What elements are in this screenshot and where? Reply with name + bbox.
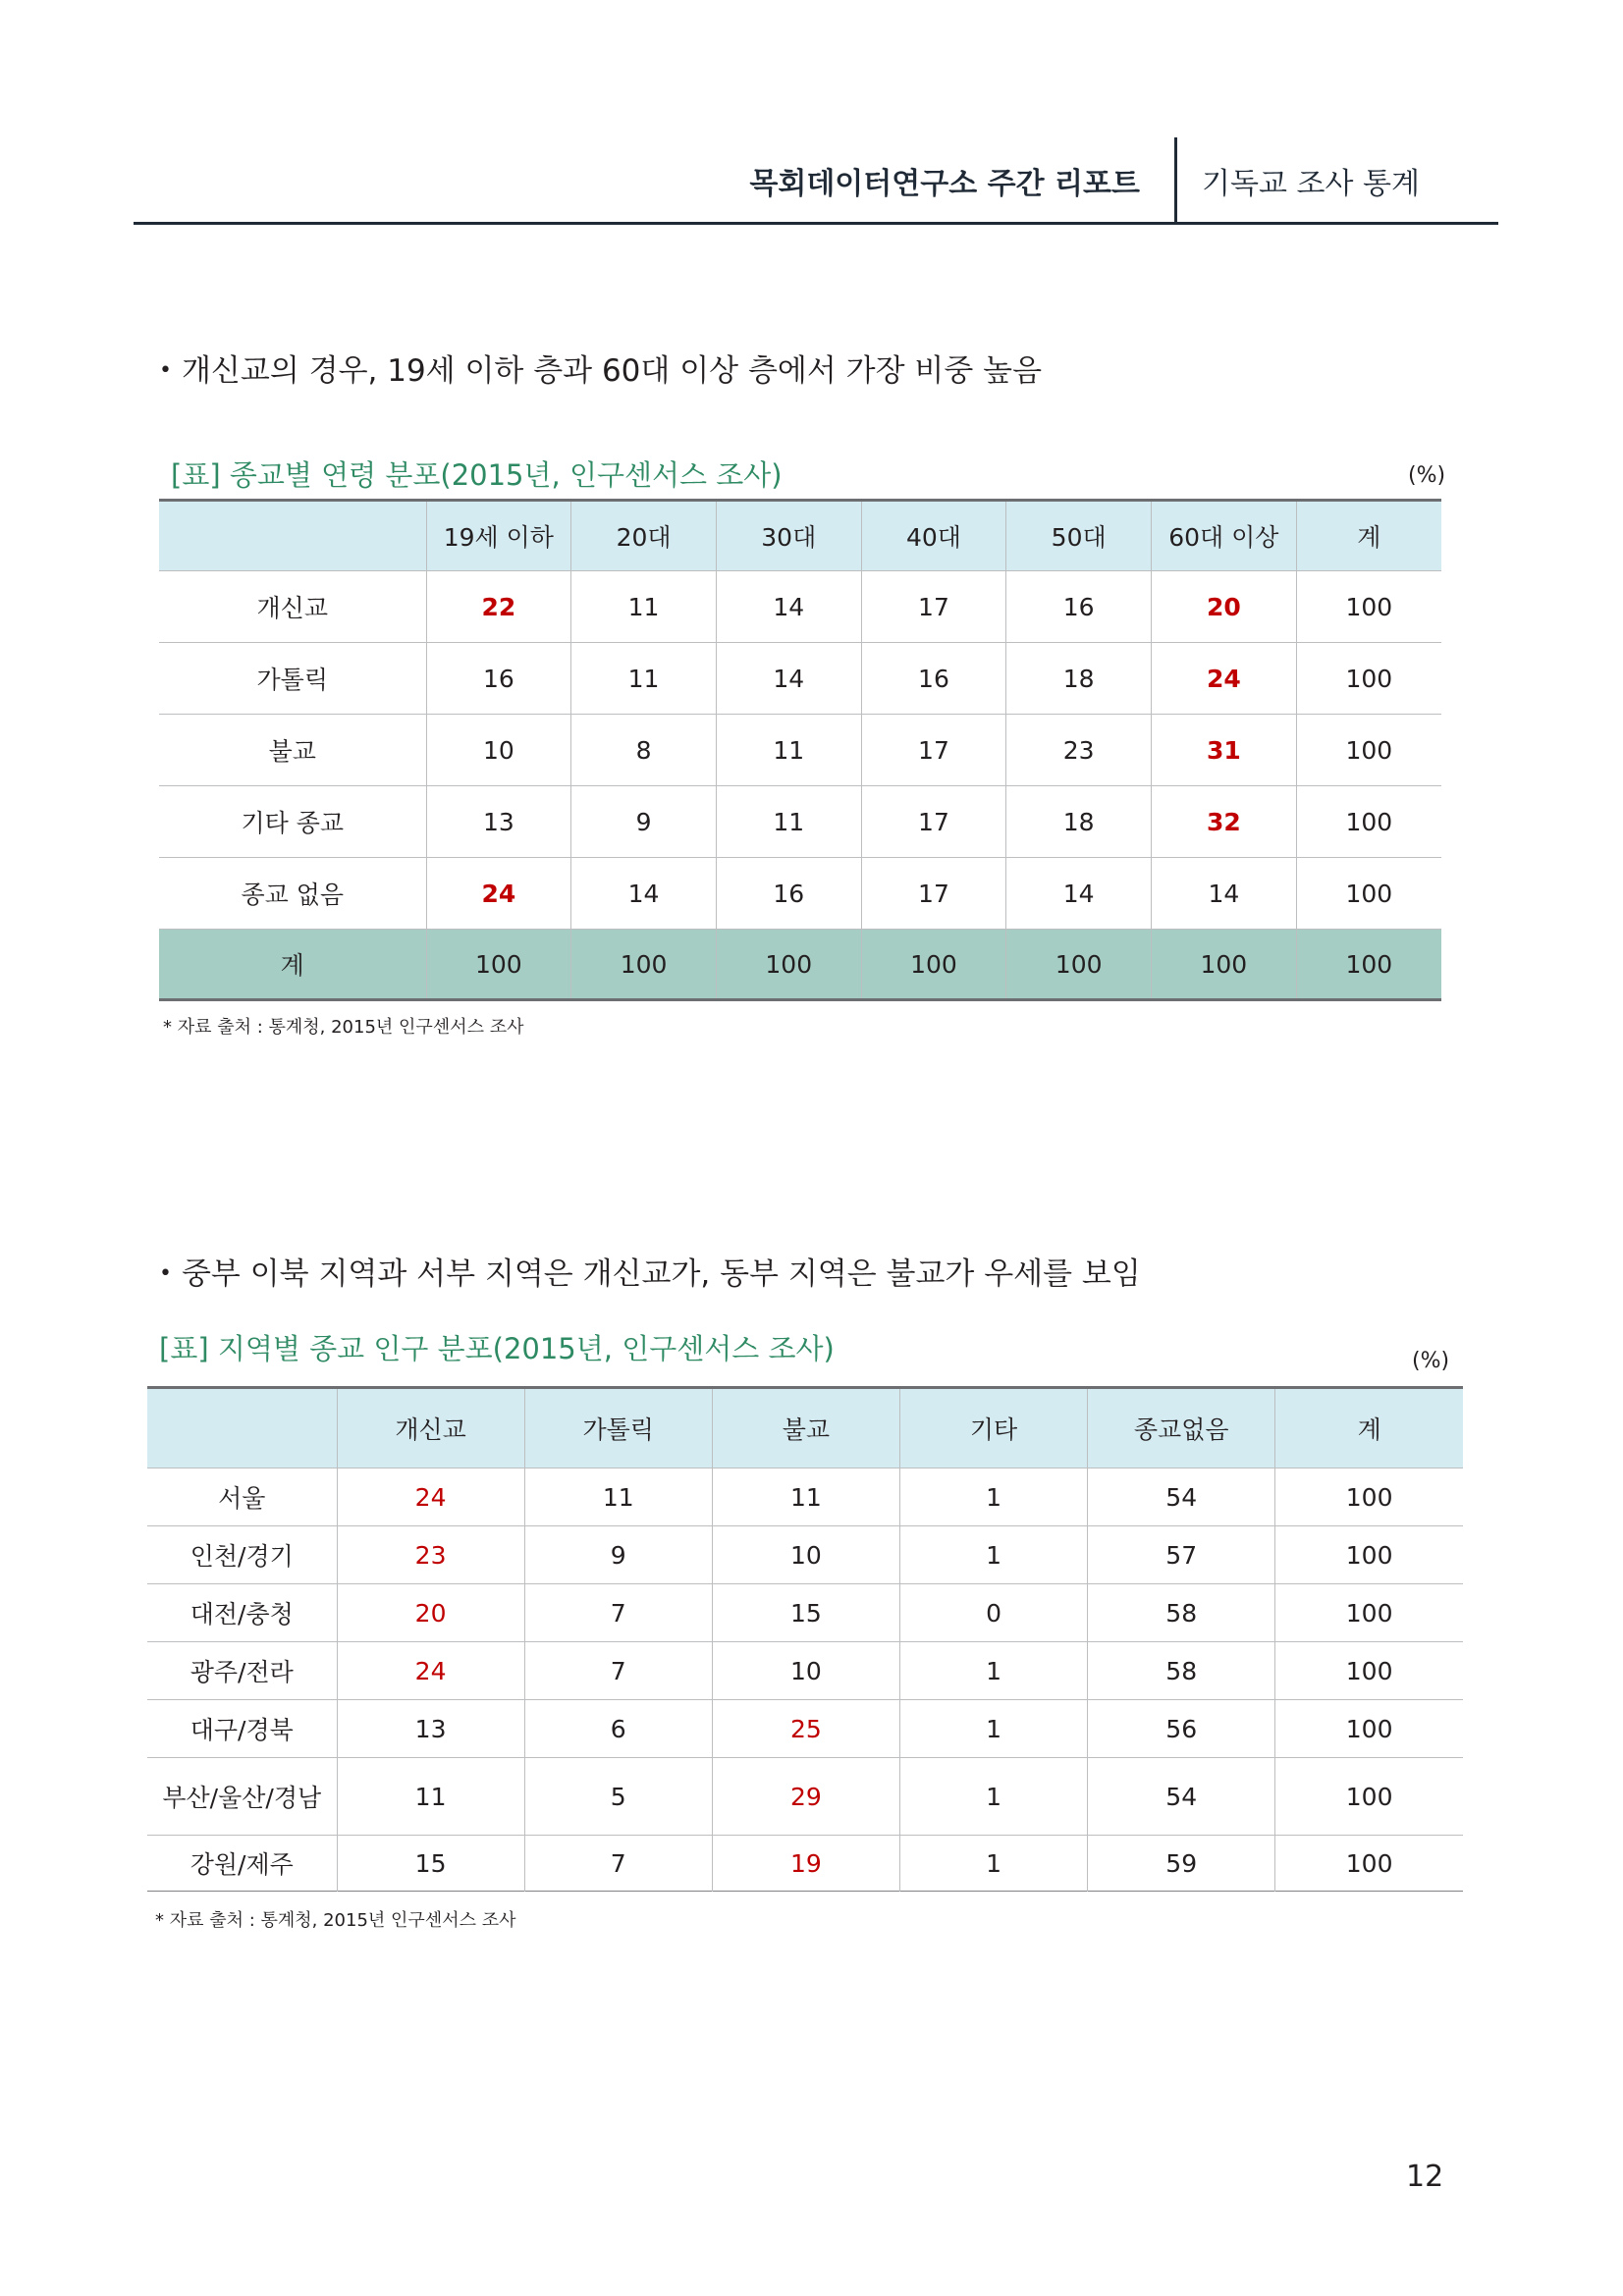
table-cell: 1 xyxy=(899,1836,1087,1892)
table-cell: 9 xyxy=(571,786,717,858)
table2-caption: [표] 지역별 종교 인구 분포(2015년, 인구센서스 조사) xyxy=(159,1332,835,1365)
table-cell: 14 xyxy=(1152,858,1297,930)
table-cell: 100 xyxy=(1296,571,1441,643)
table-cell: 11 xyxy=(337,1758,524,1836)
table-total-row xyxy=(159,930,1441,1000)
table-row xyxy=(147,1584,1463,1642)
table-header-cell: 20대 xyxy=(571,501,717,571)
section1-bullet xyxy=(159,346,1042,390)
table-cell: 10 xyxy=(426,715,571,786)
table-header-cell: 19세 이하 xyxy=(426,501,571,571)
table-cell: 31 xyxy=(1152,715,1297,786)
table-row xyxy=(159,715,1441,786)
report-title: 목회데이터연구소 주간 리포트 xyxy=(749,167,1140,201)
table-cell: 58 xyxy=(1088,1584,1275,1642)
table-header-cell: 40대 xyxy=(861,501,1006,571)
table-cell: 0 xyxy=(899,1584,1087,1642)
table-row xyxy=(159,571,1441,643)
table-header-cell: 가톨릭 xyxy=(524,1388,712,1468)
table-cell: 100 xyxy=(1296,858,1441,930)
table-header-row xyxy=(159,501,1441,571)
region-religion-table xyxy=(147,1386,1463,1892)
table-cell: 16 xyxy=(861,643,1006,715)
table-header-cell: 30대 xyxy=(716,501,861,571)
table-cell: 1 xyxy=(899,1526,1087,1584)
table-cell: 11 xyxy=(571,571,717,643)
table-cell: 100 xyxy=(716,930,861,1000)
table-cell: 13 xyxy=(337,1700,524,1758)
table-cell: 17 xyxy=(861,571,1006,643)
table-cell: 17 xyxy=(861,858,1006,930)
table-cell: 24 xyxy=(337,1468,524,1526)
table-row xyxy=(147,1642,1463,1700)
table-cell: 18 xyxy=(1006,786,1152,858)
table-row xyxy=(147,1836,1463,1892)
table-cell: 11 xyxy=(524,1468,712,1526)
row-label: 계 xyxy=(159,930,426,1000)
table-cell: 10 xyxy=(712,1642,899,1700)
religion-age-table xyxy=(159,499,1441,1001)
row-label: 대전/충청 xyxy=(147,1584,337,1642)
table-cell: 54 xyxy=(1088,1468,1275,1526)
table-cell: 10 xyxy=(712,1526,899,1584)
table-cell: 7 xyxy=(524,1836,712,1892)
table2-source: * 자료 출처 : 통계청, 2015년 인구센서스 조사 xyxy=(155,1910,516,1931)
row-label: 서울 xyxy=(147,1468,337,1526)
table-header-cell: 기타 xyxy=(899,1388,1087,1468)
table-cell: 1 xyxy=(899,1758,1087,1836)
table-cell: 100 xyxy=(1275,1526,1463,1584)
page-number: 12 xyxy=(1406,2160,1444,2194)
table-row xyxy=(159,858,1441,930)
table-cell: 11 xyxy=(571,643,717,715)
row-label: 대구/경북 xyxy=(147,1700,337,1758)
table-cell: 20 xyxy=(1152,571,1297,643)
table-cell: 100 xyxy=(426,930,571,1000)
table-cell: 100 xyxy=(1275,1700,1463,1758)
table-header-row xyxy=(147,1388,1463,1468)
table-row xyxy=(147,1758,1463,1836)
table-cell: 100 xyxy=(571,930,717,1000)
table-cell: 11 xyxy=(716,715,861,786)
table-cell: 14 xyxy=(1006,858,1152,930)
table-header-cell: 개신교 xyxy=(337,1388,524,1468)
table-header-cell: 50대 xyxy=(1006,501,1152,571)
table-cell: 11 xyxy=(712,1468,899,1526)
table-cell: 56 xyxy=(1088,1700,1275,1758)
table-cell: 13 xyxy=(426,786,571,858)
table-cell: 100 xyxy=(1275,1584,1463,1642)
table-cell: 15 xyxy=(712,1584,899,1642)
table-cell: 20 xyxy=(337,1584,524,1642)
table-cell: 23 xyxy=(337,1526,524,1584)
table-cell: 15 xyxy=(337,1836,524,1892)
table-row xyxy=(147,1700,1463,1758)
table-cell: 17 xyxy=(861,715,1006,786)
table-cell: 100 xyxy=(1275,1758,1463,1836)
table-header-cell: 불교 xyxy=(712,1388,899,1468)
section-title: 기독교 조사 통계 xyxy=(1202,167,1420,201)
table-row xyxy=(147,1468,1463,1526)
table-cell: 100 xyxy=(1296,786,1441,858)
header-divider xyxy=(1174,137,1177,222)
table2-unit: (%) xyxy=(1412,1349,1450,1373)
table-cell: 8 xyxy=(571,715,717,786)
table-cell: 24 xyxy=(1152,643,1297,715)
table-cell: 1 xyxy=(899,1700,1087,1758)
table-cell: 5 xyxy=(524,1758,712,1836)
row-label: 부산/울산/경남 xyxy=(147,1758,337,1836)
bullet-dot-icon: • xyxy=(159,358,172,383)
table-cell: 17 xyxy=(861,786,1006,858)
row-label: 광주/전라 xyxy=(147,1642,337,1700)
row-label: 가톨릭 xyxy=(159,643,426,715)
table-cell: 1 xyxy=(899,1468,1087,1526)
table-cell: 11 xyxy=(716,786,861,858)
table-cell: 22 xyxy=(426,571,571,643)
table-cell: 14 xyxy=(571,858,717,930)
bullet-dot-icon: • xyxy=(159,1261,172,1286)
table-cell: 6 xyxy=(524,1700,712,1758)
section1-bullet-text: 개신교의 경우, 19세 이하 층과 60대 이상 층에서 가장 비중 높음 xyxy=(181,353,1043,389)
table-cell: 100 xyxy=(1296,643,1441,715)
table-cell: 16 xyxy=(1006,571,1152,643)
row-label: 강원/제주 xyxy=(189,1850,294,1879)
table-cell: 18 xyxy=(1006,643,1152,715)
table-cell: 25 xyxy=(712,1700,899,1758)
table-cell: 58 xyxy=(1088,1642,1275,1700)
table-header-cell xyxy=(159,501,426,571)
table-cell: 1 xyxy=(899,1642,1087,1700)
table-cell: 23 xyxy=(1006,715,1152,786)
table-cell: 100 xyxy=(1275,1468,1463,1526)
table-cell: 7 xyxy=(524,1642,712,1700)
table-cell: 100 xyxy=(1296,930,1441,1000)
table-header-cell xyxy=(147,1388,337,1468)
table-header-cell: 60대 이상 xyxy=(1152,501,1297,571)
table-header-cell: 계 xyxy=(1296,501,1441,571)
table-cell: 57 xyxy=(1088,1526,1275,1584)
row-label: 인천/경기 xyxy=(147,1526,337,1584)
table1-unit: (%) xyxy=(1408,463,1446,488)
table-cell: 100 xyxy=(1275,1836,1463,1892)
table-cell: 54 xyxy=(1088,1758,1275,1836)
table-cell: 29 xyxy=(712,1758,899,1836)
table-cell: 16 xyxy=(716,858,861,930)
table-cell: 14 xyxy=(716,643,861,715)
row-label: 기타 종교 xyxy=(159,786,426,858)
row-label: 종교 없음 xyxy=(159,858,426,930)
table-cell: 100 xyxy=(1296,715,1441,786)
table-header-cell: 종교없음 xyxy=(1088,1388,1275,1468)
table-cell: 100 xyxy=(1006,930,1152,1000)
table-cell: 59 xyxy=(1088,1836,1275,1892)
section2-bullet-text: 중부 이북 지역과 서부 지역은 개신교가, 동부 지역은 불교가 우세를 보임 xyxy=(181,1256,1141,1292)
table1-caption: [표] 종교별 연령 분포(2015년, 인구센서스 조사) xyxy=(171,458,783,492)
section2-bullet xyxy=(159,1249,1141,1293)
table-cell: 100 xyxy=(1152,930,1297,1000)
table-cell: 100 xyxy=(861,930,1006,1000)
table1-source: * 자료 출처 : 통계청, 2015년 인구센서스 조사 xyxy=(163,1017,524,1038)
table-cell: 24 xyxy=(337,1642,524,1700)
table-cell: 24 xyxy=(426,858,571,930)
table-cell: 100 xyxy=(1275,1642,1463,1700)
table-cell: 32 xyxy=(1152,786,1297,858)
table-row xyxy=(159,643,1441,715)
table-cell: 9 xyxy=(524,1526,712,1584)
table-row xyxy=(159,786,1441,858)
page-header xyxy=(134,137,1498,225)
table-cell: 19 xyxy=(712,1836,899,1892)
table-cell: 16 xyxy=(426,643,571,715)
row-label: 개신교 xyxy=(159,571,426,643)
table-cell: 7 xyxy=(524,1584,712,1642)
table-header-cell: 계 xyxy=(1275,1388,1463,1468)
table-row xyxy=(147,1526,1463,1584)
table-cell: 14 xyxy=(716,571,861,643)
row-label: 불교 xyxy=(159,715,426,786)
